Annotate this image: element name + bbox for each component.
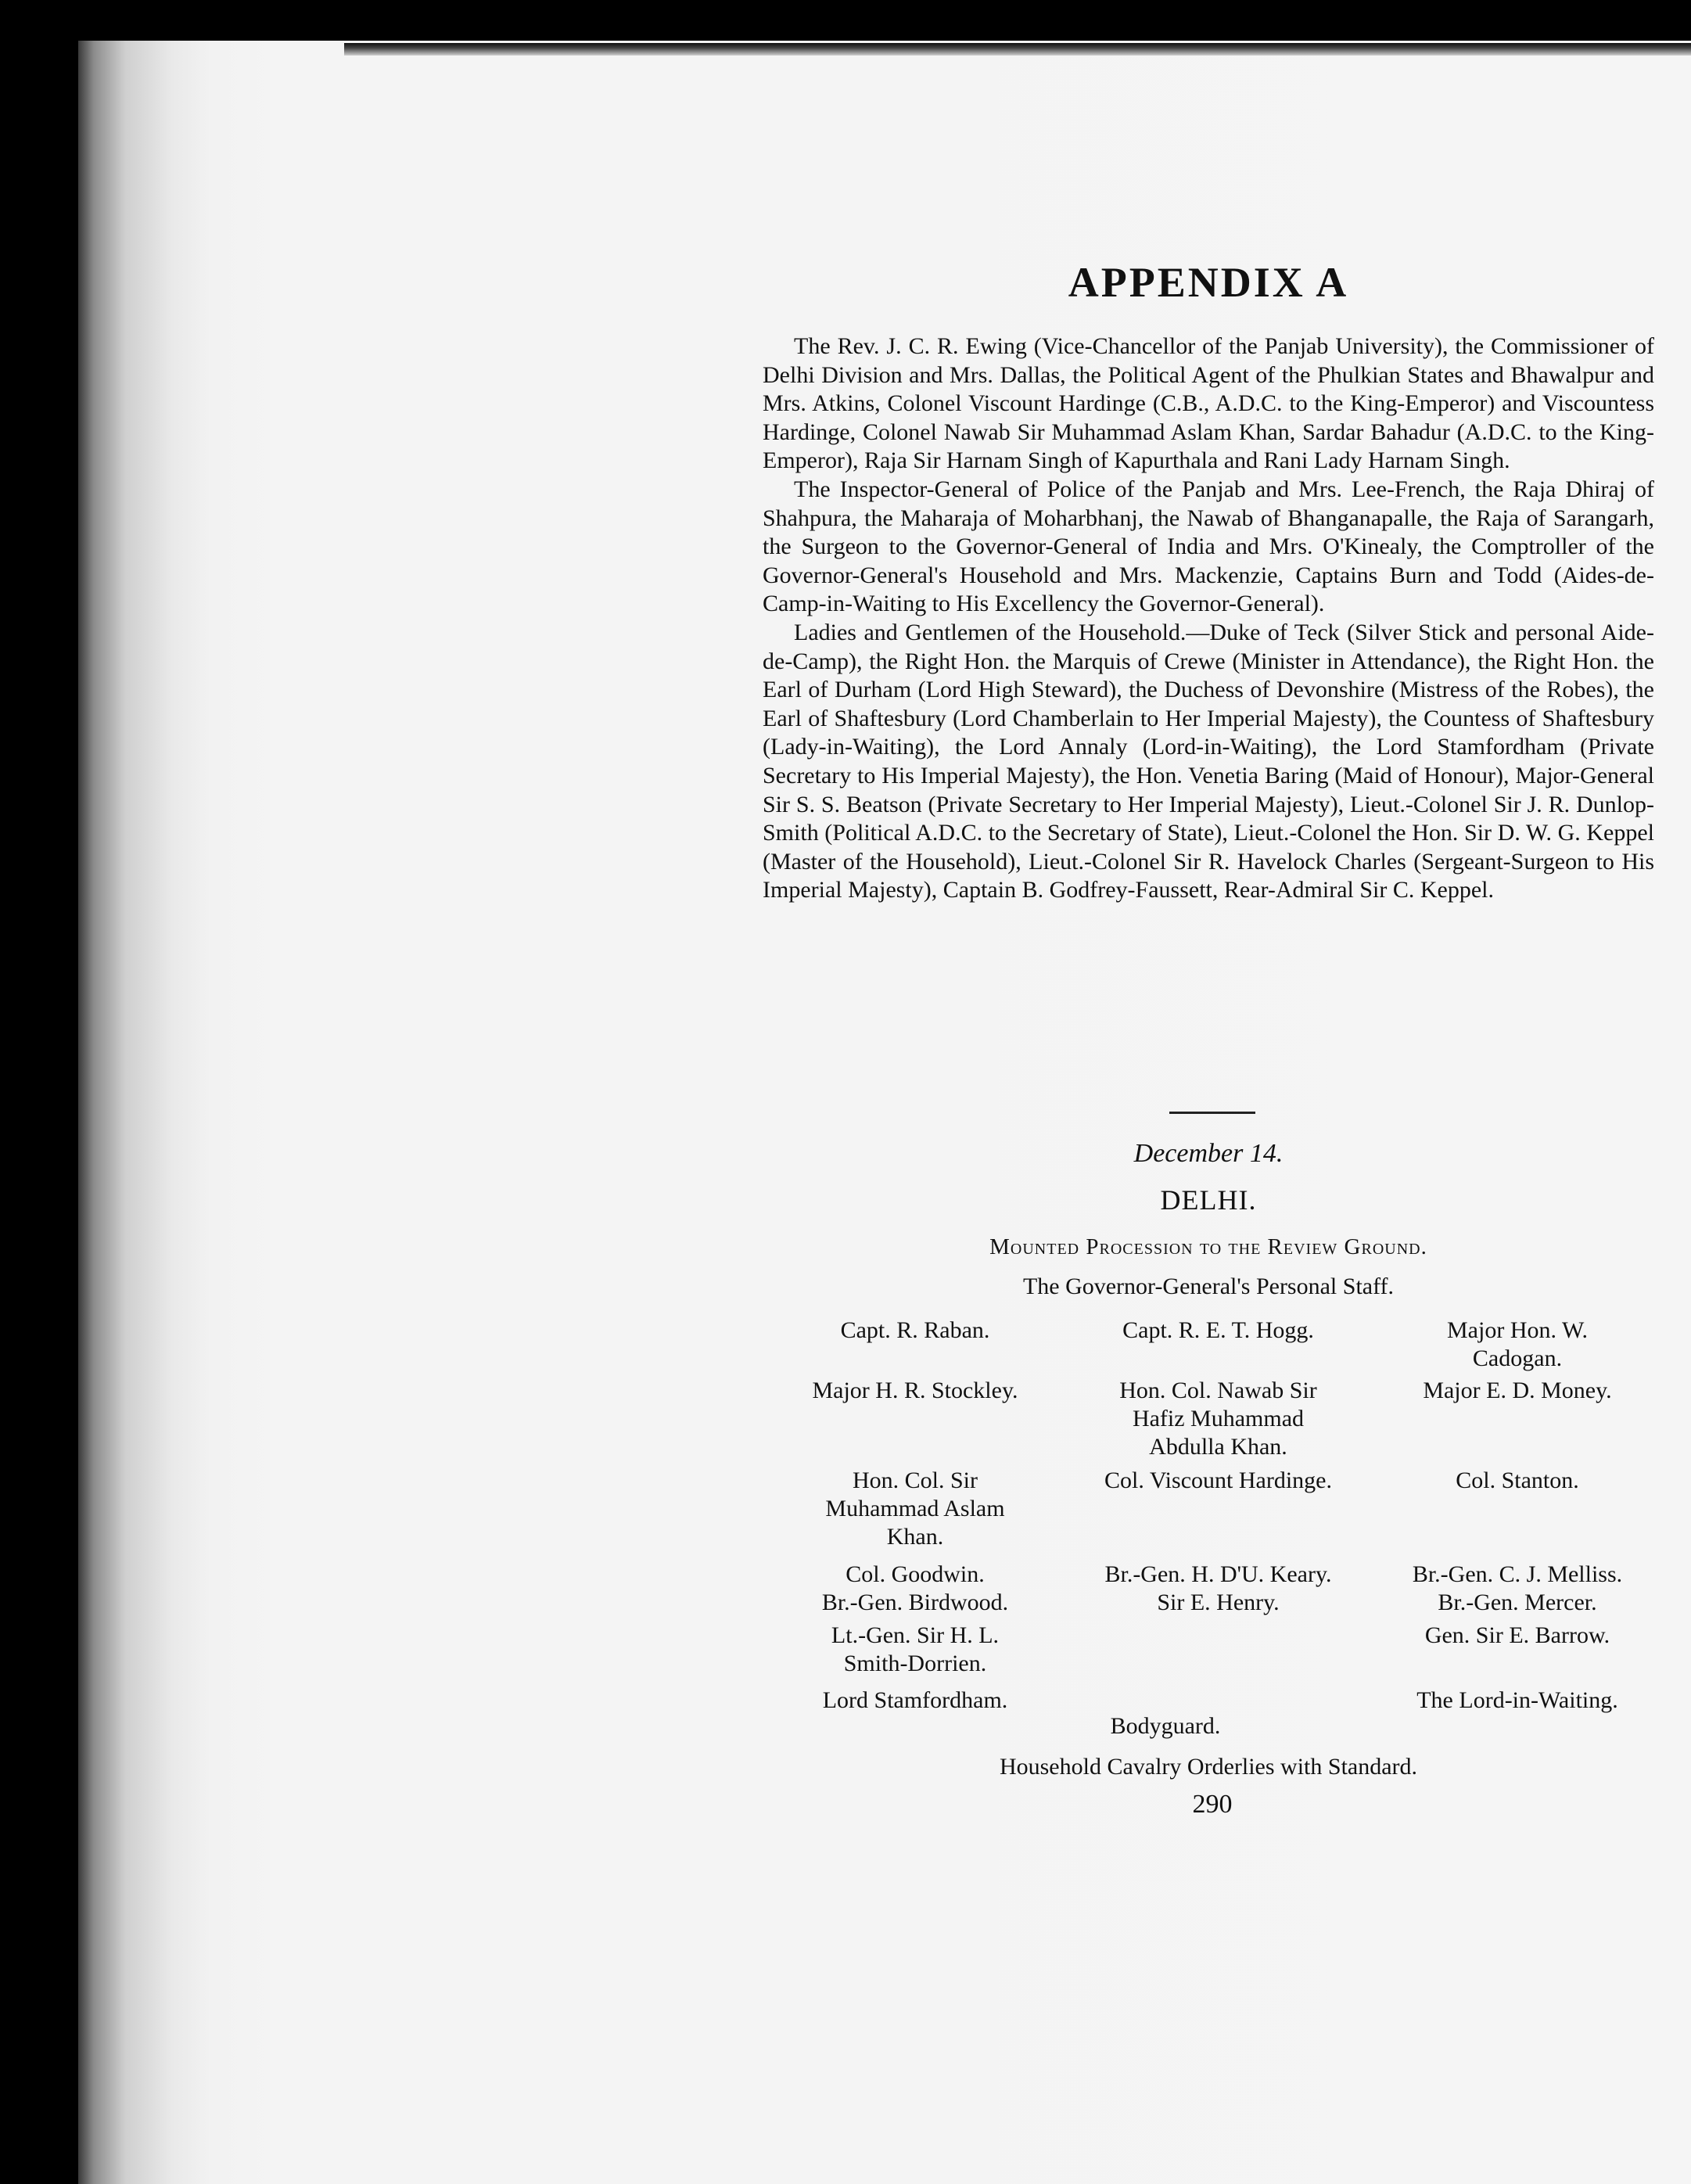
- roster-entry: Capt. R. E. T. Hogg.: [1122, 1317, 1314, 1343]
- paragraph-1: The Rev. J. C. R. Ewing (Vice-Chancellor of the Panjab University), the Commissioner of Delhi Division and Mrs. Dallas, the Political Agent of the Phulkian States and Bhawalpur and Mrs. Atkins, Colonel Viscount Hardinge (C.B., A.D.C. to the King-Emperor) and Viscountess Hardinge, Colonel Nawab Sir Muhammad Aslam Khan, Sardar Bahadur (A.D.C. to the King-Emperor), Raja Sir Harnam Singh of Kapurthala and Rani Lady Harnam Singh.: [763, 333, 1654, 474]
- cavalry-line: Household Cavalry Orderlies with Standard.: [999, 1754, 1418, 1780]
- staff-heading: The Governor-General's Personal Staff.: [1022, 1273, 1395, 1299]
- roster-entry: Major H. R. Stockley.: [812, 1378, 1018, 1403]
- page-top-shadow: [344, 43, 1691, 56]
- body-text: [763, 332, 1654, 905]
- bodyguard-line: Bodyguard.: [1110, 1713, 1221, 1739]
- roster-entry: Br.-Gen. H. D'U. Keary.: [1104, 1561, 1332, 1587]
- roster-entry: Lt.-Gen. Sir H. L. Smith-Dorrien.: [831, 1622, 1000, 1676]
- procession-heading: Mounted Procession to the Review Ground.: [989, 1234, 1427, 1259]
- roster-entry: Col. Goodwin.: [846, 1561, 985, 1587]
- place-heading: DELHI.: [1160, 1184, 1257, 1216]
- section-divider: [1169, 1112, 1255, 1114]
- paragraph-3: Ladies and Gentlemen of the Household.—Duke of Teck (Silver Stick and personal Aide-de-Camp), the Right Hon. the Marquis of Crewe (Minister in Attendance), the Right Hon. the Earl of Durham (Lord High Steward), the Duchess of Devonshire (Mistress of the Robes), the Earl of Shaftesbury (Lord Chamberlain to Her Imperial Majesty), the Countess of Shaftesbury (Lady-in-Waiting), the Lord Annaly (Lord-in-Waiting), the Lord Stamfordham (Private Secretary to His Imperial Majesty), the Hon. Venetia Baring (Maid of Honour), Major-General Sir S. S. Beatson (Private Secretary to Her Imperial Majesty), Lieut.-Colonel Sir J. R. Dunlop-Smith (Political A.D.C. to the Secretary of State), Lieut.-Colonel the Hon. Sir D. W. G. Keppel (Master of the Household), Lieut.-Colonel Sir R. Havelock Charles (Sergeant-Surgeon to His Imperial Majesty), Captain B. Godfrey-Faussett, Rear-Admiral Sir C. Keppel.: [763, 619, 1654, 903]
- roster-entry: Col. Viscount Hardinge.: [1104, 1467, 1332, 1493]
- roster-entry: Capt. R. Raban.: [840, 1317, 990, 1343]
- roster-entry: Hon. Col. Nawab Sir Hafiz Muhammad Abdulla Khan.: [1119, 1378, 1317, 1460]
- roster-entry: Sir E. Henry.: [1157, 1590, 1280, 1615]
- roster-entry: Hon. Col. Sir Muhammad Aslam Khan.: [825, 1467, 1005, 1550]
- roster-entry: Lord Stamfordham.: [822, 1687, 1008, 1713]
- roster-entry: Major Hon. W. Cadogan.: [1447, 1317, 1588, 1371]
- roster-entry: Br.-Gen. C. J. Melliss.: [1412, 1561, 1623, 1587]
- roster-entry: Gen. Sir E. Barrow.: [1424, 1622, 1610, 1648]
- roster-entry: Br.-Gen. Birdwood.: [821, 1590, 1009, 1615]
- paragraph-2: The Inspector-General of Police of the Panjab and Mrs. Lee-French, the Raja Dhiraj of Shahpura, the Maharaja of Moharbhanj, the Nawab of Bhanganapalle, the Raja of Sarangarh, the Surgeon to the Governor-General of India and Mrs. O'Kinealy, the Comptroller of the Governor-General's Household and Mrs. Mackenzie, Captains Burn and Todd (Aides-de-Camp-in-Waiting to His Excellency the Governor-General).: [763, 476, 1654, 617]
- date-heading: December 14.: [1133, 1139, 1284, 1168]
- page-number: 290: [1192, 1790, 1233, 1819]
- roster-entry: The Lord-in-Waiting.: [1416, 1687, 1618, 1713]
- roster-entry: Br.-Gen. Mercer.: [1438, 1590, 1597, 1615]
- appendix-title: APPENDIX A: [1068, 259, 1349, 306]
- roster-entry: Major E. D. Money.: [1423, 1378, 1612, 1403]
- roster-entry: Col. Stanton.: [1456, 1467, 1579, 1493]
